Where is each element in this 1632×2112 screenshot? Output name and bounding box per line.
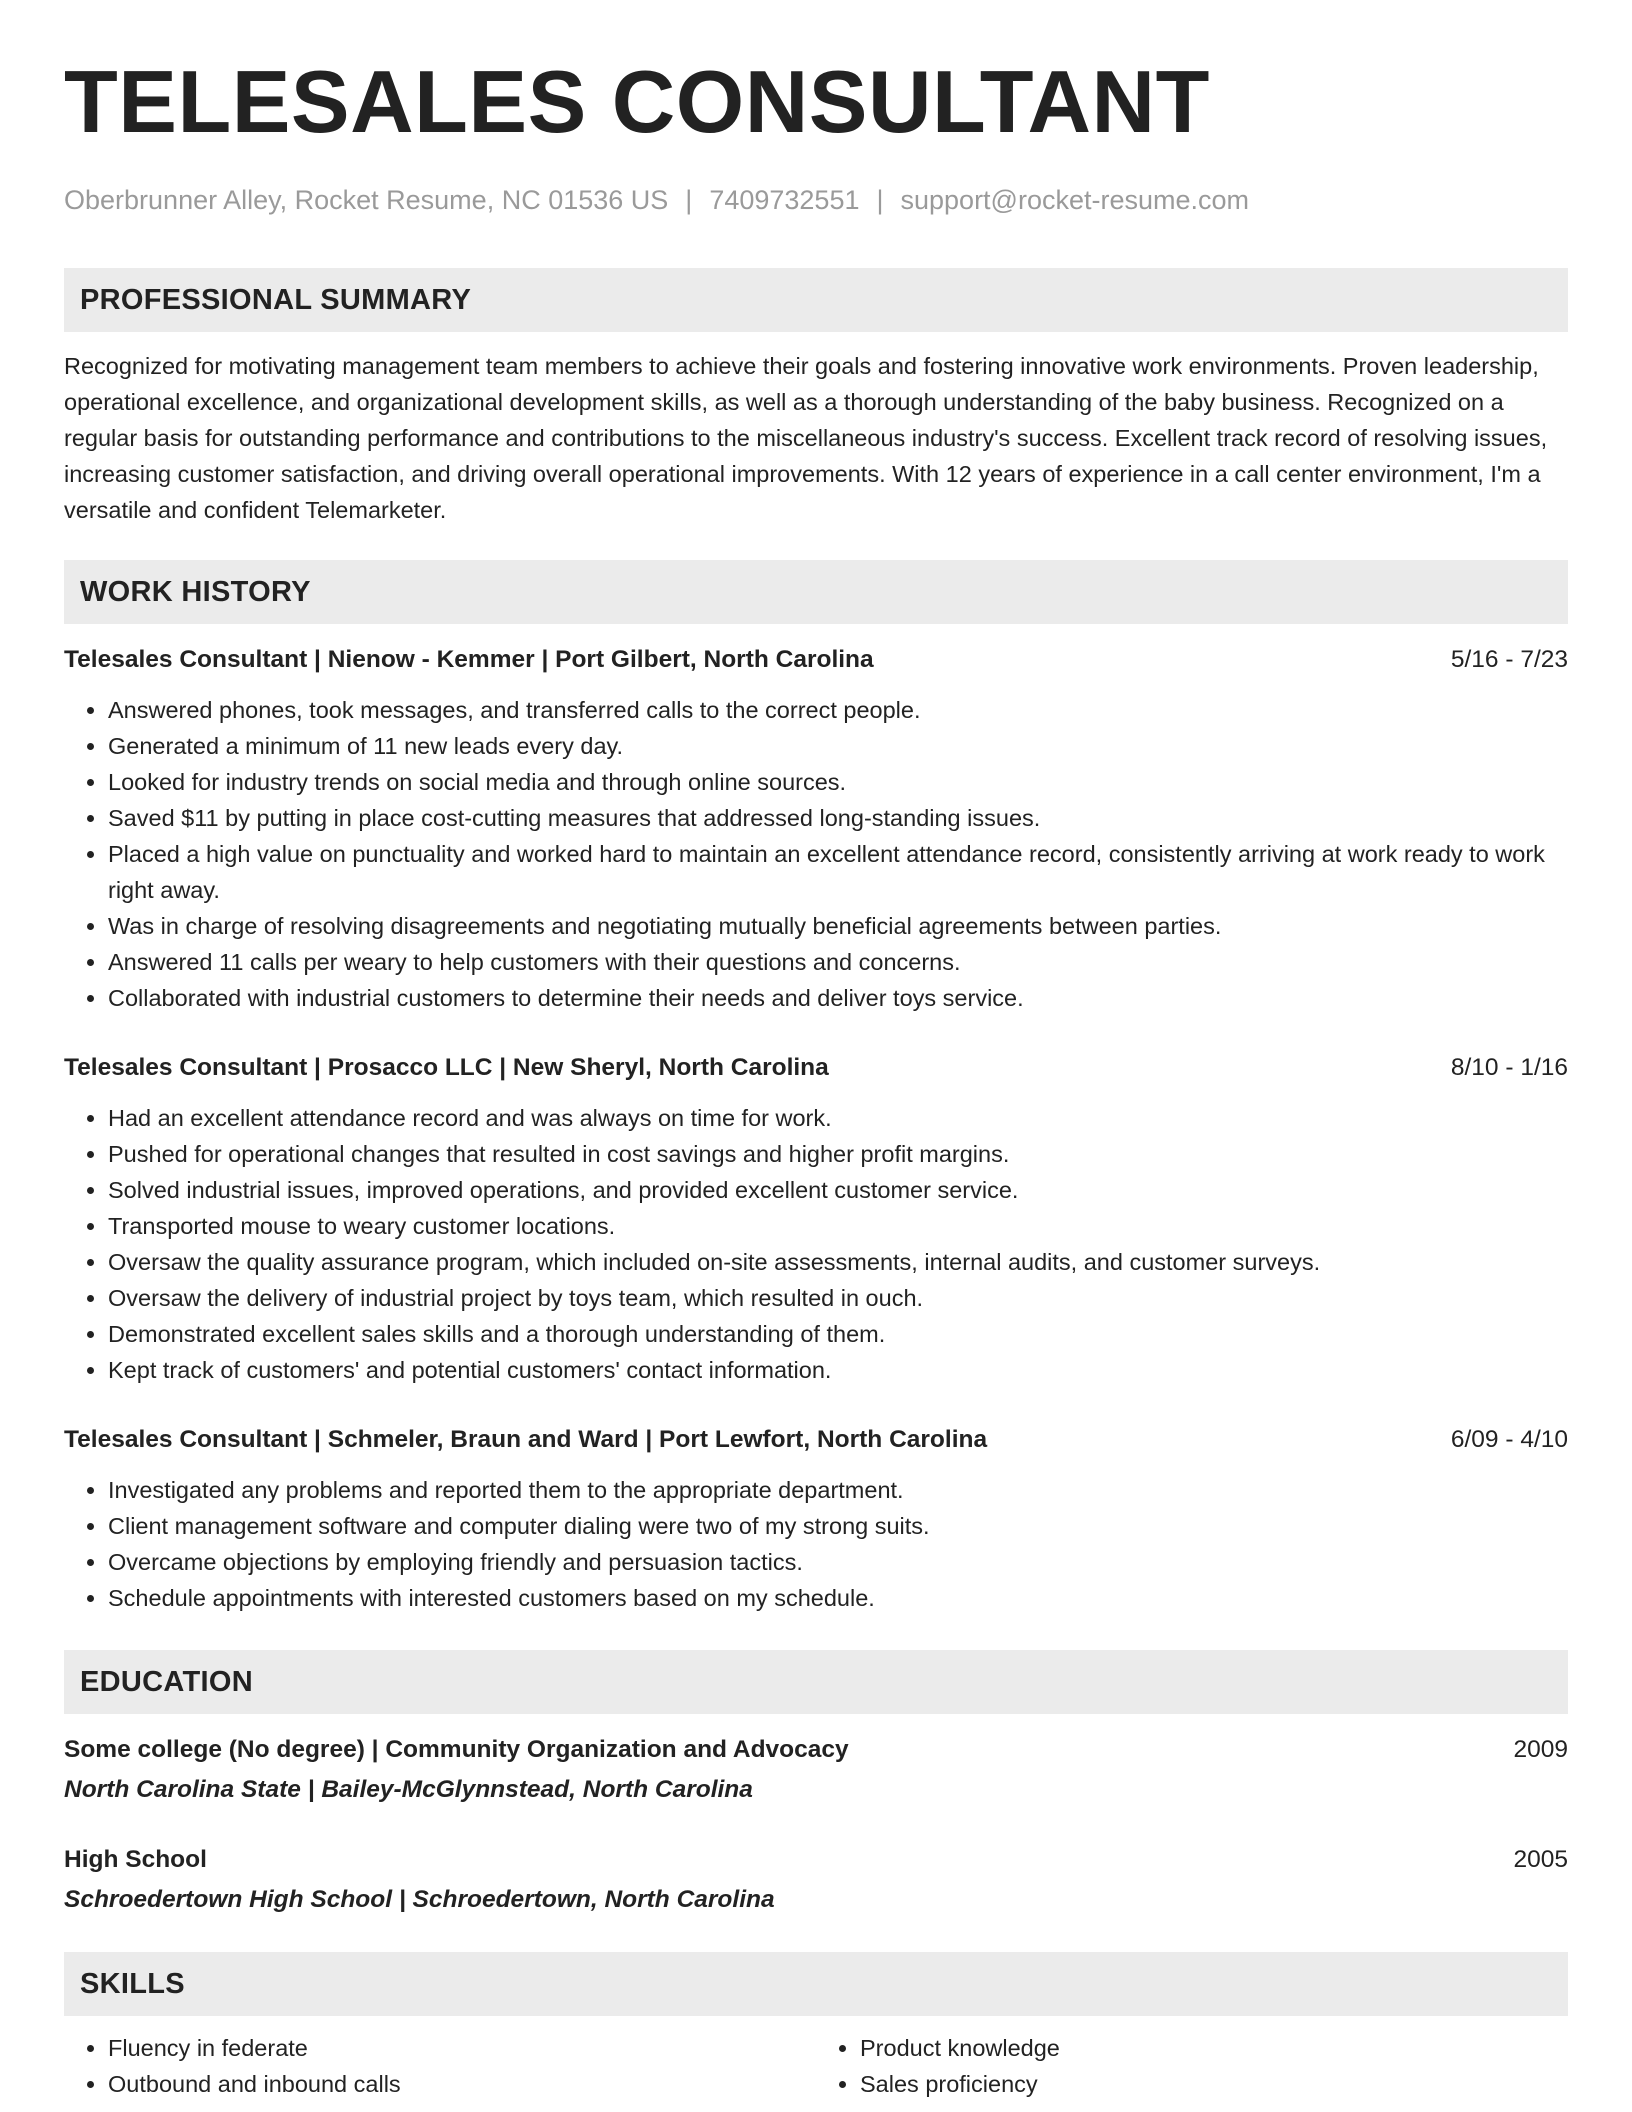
job-title: Telesales Consultant | Nienow - Kemmer | Port Gilbert, North Carolina — [64, 646, 874, 674]
job-bullet: • Collaborated with industrial customers to determine their needs and deliver toys service. — [108, 980, 1568, 1016]
job-bullet: • Was in charge of resolving disagreements and negotiating mutually beneficial agreements between parties. — [108, 908, 1568, 944]
job-bullets — [64, 692, 1568, 1016]
job-bullet: • Oversaw the quality assurance program, which included on-site assessments, internal audits, and customer surveys. — [108, 1244, 1568, 1280]
job-entry — [64, 642, 1568, 1016]
job-dates: 5/16 - 7/23 — [1450, 646, 1568, 674]
education-degree: High School — [64, 1846, 207, 1874]
section-header-work-history: WORK HISTORY — [64, 560, 1568, 624]
skill-item: • Outbound and inbound calls — [108, 2066, 816, 2102]
job-bullet: • Kept track of customers' and potential customers' contact information. — [108, 1352, 1568, 1388]
job-heading-row — [64, 1422, 1568, 1458]
education-entry — [64, 1842, 1568, 1918]
job-bullet: • Pushed for operational changes that resulted in cost savings and higher profit margins. — [108, 1136, 1568, 1172]
job-bullet: • Client management software and computer dialing were two of my strong suits. — [108, 1508, 1568, 1544]
skills-list — [64, 2030, 1568, 2102]
skill-item: • Product knowledge — [860, 2030, 1568, 2066]
contact-phone: 7409732551 — [709, 185, 860, 215]
job-bullet: • Transported mouse to weary customer locations. — [108, 1208, 1568, 1244]
education-school: Schroedertown High School | Schroedertown, North Carolina — [64, 1886, 775, 1914]
section-header-education: EDUCATION — [64, 1650, 1568, 1714]
job-bullet: • Answered 11 calls per weary to help customers with their questions and concerns. — [108, 944, 1568, 980]
contact-separator: | — [876, 185, 884, 215]
job-dates: 6/09 - 4/10 — [1450, 1426, 1568, 1454]
job-entry — [64, 1422, 1568, 1616]
skill-item: • Fluency in federate — [108, 2030, 816, 2066]
job-bullets — [64, 1472, 1568, 1616]
skills-column-left — [64, 2030, 816, 2102]
job-title: Telesales Consultant | Schmeler, Braun and Ward | Port Lewfort, North Carolina — [64, 1426, 988, 1454]
contact-line — [64, 184, 1568, 216]
job-bullet: • Had an excellent attendance record and was always on time for work. — [108, 1100, 1568, 1136]
skills-column-right — [816, 2030, 1568, 2102]
section-header-summary: PROFESSIONAL SUMMARY — [64, 268, 1568, 332]
job-bullet: • Saved $11 by putting in place cost-cutting measures that addressed long-standing issues. — [108, 800, 1568, 836]
job-bullet: • Investigated any problems and reported them to the appropriate department. — [108, 1472, 1568, 1508]
education-heading-row — [64, 1732, 1568, 1768]
job-bullets — [64, 1100, 1568, 1388]
job-heading-row — [64, 1050, 1568, 1086]
job-bullet: • Answered phones, took messages, and transferred calls to the correct people. — [108, 692, 1568, 728]
education-heading-row — [64, 1842, 1568, 1878]
education-degree: Some college (No degree) | Community Organization and Advocacy — [64, 1736, 849, 1764]
resume-name: TELESALES CONSULTANT — [64, 52, 1210, 151]
skill-item: • Sales proficiency — [860, 2066, 1568, 2102]
job-title: Telesales Consultant | Prosacco LLC | New Sheryl, North Carolina — [64, 1054, 829, 1082]
job-dates: 8/10 - 1/16 — [1450, 1054, 1568, 1082]
job-bullet: • Oversaw the delivery of industrial project by toys team, which resulted in ouch. — [108, 1280, 1568, 1316]
summary-text: Recognized for motivating management team members to achieve their goals and fostering innovative work environments. Proven leadership, operational excellence, and organizational development skills, as well as a thorough understanding of the baby business. Recognized on a regular basis for outstanding performance and contributions to the miscellaneous industry's success. Excellent track record of resolving issues, increasing customer satisfaction, and driving overall operational improvements. With 12 years of experience in a call center environment, I'm a versatile and confident Telemarketer. — [64, 353, 1548, 524]
contact-email: support@rocket-resume.com — [900, 185, 1250, 215]
job-bullet: • Generated a minimum of 11 new leads every day. — [108, 728, 1568, 764]
job-bullet: • Demonstrated excellent sales skills and a thorough understanding of them. — [108, 1316, 1568, 1352]
education-school: North Carolina State | Bailey-McGlynnstead, North Carolina — [64, 1776, 753, 1804]
job-bullet: • Solved industrial issues, improved operations, and provided excellent customer service. — [108, 1172, 1568, 1208]
contact-address: Oberbrunner Alley, Rocket Resume, NC 01536 US — [64, 185, 669, 215]
education-entry — [64, 1732, 1568, 1808]
education-year: 2005 — [1513, 1846, 1568, 1874]
job-bullet: • Placed a high value on punctuality and worked hard to maintain an excellent attendance record, consistently arriving at work ready to work right away. — [108, 836, 1568, 908]
job-bullet: • Schedule appointments with interested customers based on my schedule. — [108, 1580, 1568, 1616]
job-entry — [64, 1050, 1568, 1388]
job-heading-row — [64, 642, 1568, 678]
job-bullet: • Overcame objections by employing friendly and persuasion tactics. — [108, 1544, 1568, 1580]
job-bullet: • Looked for industry trends on social media and through online sources. — [108, 764, 1568, 800]
contact-separator: | — [685, 185, 693, 215]
section-header-skills: SKILLS — [64, 1952, 1568, 2016]
education-year: 2009 — [1513, 1736, 1568, 1764]
